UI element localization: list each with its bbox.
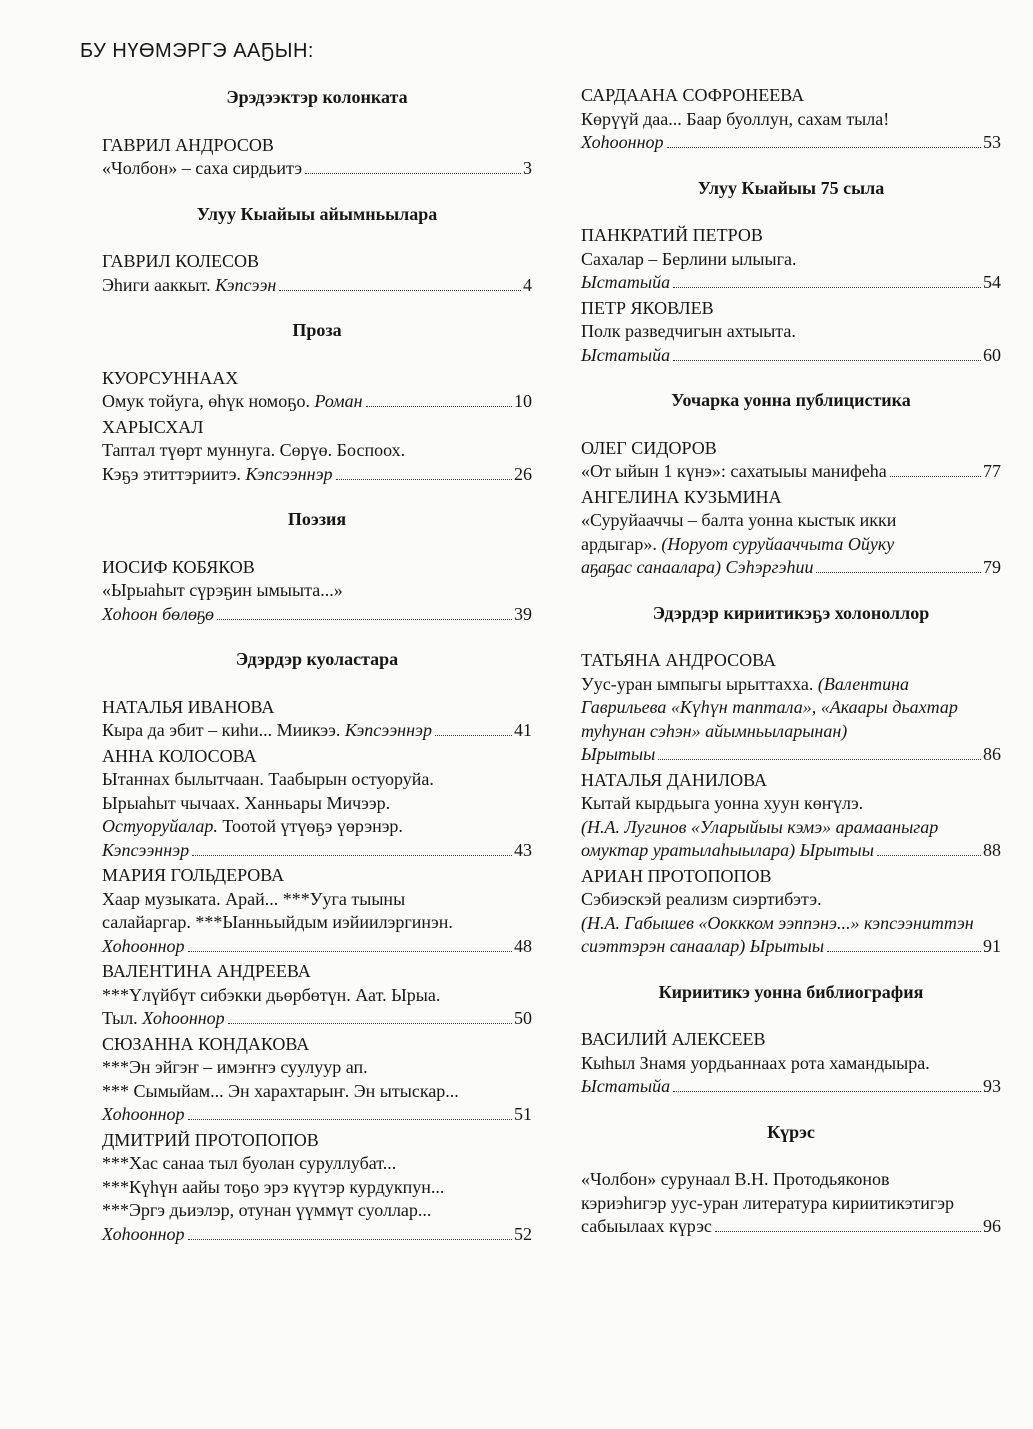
entry-title: Хаар музыката. Арай... ***Ууга тыыны bbox=[102, 888, 406, 909]
entry-author: ДМИТРИЙ ПРОТОПОПОВ bbox=[102, 1129, 319, 1150]
entry-line bbox=[102, 1199, 532, 1223]
entry-line bbox=[102, 1223, 532, 1247]
entry-title-text bbox=[581, 889, 822, 909]
entry-line bbox=[581, 673, 1001, 697]
entry-title: Ырыаһыт чычаах. Ханньары Мичээр. bbox=[102, 792, 391, 813]
dot-leader bbox=[188, 1239, 513, 1240]
entry-author: ГАВРИЛ КОЛЕСОВ bbox=[102, 251, 260, 271]
entry-genre: Ыстатыйа bbox=[581, 1076, 671, 1096]
page-number: 4 bbox=[523, 274, 532, 295]
entry-title-text bbox=[581, 271, 670, 295]
entry-author: АНГЕЛИНА КУЗЬМИНА bbox=[581, 486, 782, 507]
entry-line bbox=[102, 792, 532, 816]
page-number: 54 bbox=[983, 272, 1001, 292]
entry-title-text bbox=[581, 793, 863, 813]
entry-genre: аҕаҕас санаалара) Сэһэргэһии bbox=[581, 557, 814, 577]
entry-author: ПЕТР ЯКОВЛЕВ bbox=[581, 297, 714, 318]
entry-title-text bbox=[581, 721, 847, 741]
entry-title-text bbox=[102, 793, 390, 813]
entry-title-text bbox=[102, 816, 403, 836]
entry-line bbox=[581, 743, 1001, 767]
entry-line bbox=[581, 344, 1001, 368]
entry-line bbox=[102, 768, 532, 792]
toc-entry bbox=[102, 1033, 532, 1127]
toc-entry bbox=[102, 696, 532, 743]
toc-entry bbox=[581, 1168, 1001, 1239]
entry-title: Полк разведчигын ахтыыта. bbox=[581, 321, 796, 341]
entry-author: ВАЛЕНТИНА АНДРЕЕВА bbox=[102, 961, 311, 981]
entry-line bbox=[581, 720, 1001, 744]
entry-genre: Хоһооннор bbox=[102, 1223, 185, 1244]
entry-title-text bbox=[102, 1177, 444, 1197]
entry-title-text bbox=[102, 769, 434, 789]
entry-title: Уус-уран ымпыгы ырыттахха. bbox=[581, 673, 818, 694]
entry-title: ***Күһүн аайы тоҕо эрэ күүтэр курдукпун... bbox=[102, 1176, 445, 1197]
entry-title-text bbox=[581, 674, 909, 694]
entry-title-text bbox=[581, 1193, 954, 1213]
entry-line bbox=[581, 509, 1001, 533]
entry-line bbox=[102, 984, 532, 1008]
entry-title-text bbox=[102, 1200, 431, 1220]
dot-leader bbox=[188, 1119, 513, 1120]
entry-line bbox=[102, 839, 532, 863]
entry-title: Көрүүй даа... Баар буоллун, сахам тыла! bbox=[581, 108, 890, 129]
entry-title: ***Эргэ дьиэлэр, отунан үүммүт суоллар... bbox=[102, 1200, 432, 1220]
entry-title: ***Хас санаа тыл буолан суруллубат... bbox=[102, 1153, 397, 1173]
entry-title-text bbox=[581, 109, 889, 129]
entry-author: СЮЗАННА КОНДАКОВА bbox=[102, 1033, 310, 1054]
page-number: 50 bbox=[514, 1008, 532, 1028]
entry-title-text bbox=[102, 1081, 459, 1101]
toc-entry bbox=[581, 649, 1001, 767]
entry-title: Кыһыл Знамя уордьаннаах рота хамандыыра. bbox=[581, 1052, 930, 1073]
dot-leader bbox=[890, 476, 981, 477]
entry-line bbox=[581, 1075, 1001, 1099]
entry-title-text bbox=[581, 1075, 670, 1099]
dot-leader bbox=[877, 855, 981, 856]
entry-title: Сэбиэскэй реализм сиэртибэтэ. bbox=[581, 889, 822, 909]
entry-title-text bbox=[581, 321, 796, 341]
entry-line bbox=[102, 1103, 532, 1127]
section-heading: Эдэрдэр кириитикэҕэ холоноллор bbox=[652, 602, 930, 623]
entry-title: «Ырыаһыт сүрэҕин ымыыта...» bbox=[102, 580, 343, 600]
page-header: БУ НҮӨМЭРГЭ ААҔЫН: bbox=[80, 40, 314, 62]
toc-entry bbox=[102, 250, 532, 297]
entry-title: ***Эн эйгэҥ – имэҥҥэ суулуур ап. bbox=[102, 1057, 368, 1077]
entry-title-text bbox=[581, 1215, 712, 1239]
entry-author: АННА КОЛОСОВА bbox=[102, 745, 257, 766]
entry-title-text bbox=[581, 344, 670, 368]
entry-genre: Ыстатыйа bbox=[581, 344, 671, 365]
entry-line bbox=[102, 1176, 532, 1200]
entry-line bbox=[581, 1192, 1001, 1216]
entry-title: Кэҕэ этиттэриитэ. bbox=[102, 463, 246, 484]
entry-title-text bbox=[581, 1169, 890, 1189]
entry-author: ИОСИФ КОБЯКОВ bbox=[102, 556, 255, 577]
entry-title: ардыгар». bbox=[581, 533, 662, 554]
entry-title-text bbox=[102, 1103, 185, 1127]
entry-genre: (Норуот суруйааччыта Ойуку bbox=[661, 533, 895, 554]
entry-title: Кыра да эбит – киһи... Миикээ. bbox=[102, 720, 345, 740]
dot-leader bbox=[658, 759, 981, 760]
entry-line bbox=[581, 839, 1001, 863]
entry-title: Эһиги ааккыт. bbox=[102, 274, 216, 295]
page-number: 77 bbox=[983, 461, 1001, 481]
dot-leader bbox=[667, 147, 982, 148]
dot-leader bbox=[279, 290, 521, 291]
entry-author: ХАРЫСХАЛ bbox=[102, 416, 204, 437]
section-heading: Эдэрдэр куоластара bbox=[235, 649, 399, 669]
entry-line bbox=[102, 579, 532, 603]
dot-leader bbox=[435, 735, 512, 736]
dot-leader bbox=[192, 855, 512, 856]
page-number: 26 bbox=[514, 463, 532, 484]
toc-entry bbox=[581, 224, 1001, 295]
entry-title: Кытай кырдьыга уонна хуун көҥүлэ. bbox=[581, 793, 864, 813]
entry-title: Ытаннах былытчаан. Таабырын остуоруйа. bbox=[102, 769, 434, 789]
dot-leader bbox=[673, 287, 981, 288]
entry-genre: туһунан сэһэн» айымньыларынан) bbox=[581, 720, 848, 741]
entry-line bbox=[102, 1080, 532, 1104]
entry-author: КУОРСУННААХ bbox=[102, 367, 239, 388]
page-number: 39 bbox=[514, 603, 532, 624]
section-heading: Улуу Кыайыы 75 сыла bbox=[697, 177, 885, 198]
entry-line bbox=[102, 439, 532, 463]
entry-genre: Кэпсээннэр bbox=[344, 720, 432, 740]
entry-title: салайаргар. ***Ыанньыйдым иэйиилэргинэн. bbox=[102, 912, 453, 932]
entry-genre: (Н.А. Габышев «Ооккком ээппэнэ...» кэпсээниттэн bbox=[581, 912, 974, 933]
entry-line bbox=[581, 460, 1001, 484]
entry-title-text bbox=[581, 913, 974, 933]
entry-title-text bbox=[102, 463, 333, 487]
entry-line bbox=[581, 1215, 1001, 1239]
toc-left-column bbox=[102, 84, 532, 1268]
page-number: 41 bbox=[514, 720, 532, 740]
section-heading: Уочарка уонна публицистика bbox=[671, 390, 911, 410]
entry-line bbox=[581, 816, 1001, 840]
page-number: 51 bbox=[514, 1104, 532, 1124]
toc-entry bbox=[581, 865, 1001, 959]
toc-right-column bbox=[581, 84, 1001, 1261]
entry-author: НАТАЛЬЯ ИВАНОВА bbox=[102, 696, 275, 717]
entry-author: ТАТЬЯНА АНДРОСОВА bbox=[581, 650, 776, 670]
entry-genre: сиэттэрэн санаалар) Ырытыы bbox=[581, 936, 825, 956]
entry-title-text bbox=[581, 935, 824, 959]
entry-line bbox=[102, 911, 532, 935]
entry-title: Сахалар – Берлини ылыыга. bbox=[581, 248, 797, 269]
entry-author: ПАНКРАТИЙ ПЕТРОВ bbox=[581, 225, 763, 245]
entry-genre: омуктар уратылаһыылара) Ырытыы bbox=[581, 840, 874, 860]
page-number: 96 bbox=[983, 1216, 1001, 1236]
dot-leader bbox=[827, 951, 981, 952]
entry-title-text bbox=[102, 912, 453, 932]
dot-leader bbox=[305, 173, 521, 174]
entry-genre: Хоһооннор bbox=[102, 1104, 185, 1124]
entry-genre: Ырытыы bbox=[581, 744, 656, 764]
toc-entry bbox=[102, 416, 532, 487]
page-number: 60 bbox=[983, 344, 1001, 365]
toc-entry bbox=[102, 556, 532, 627]
section-heading: Улуу Кыайыы айымньылара bbox=[196, 203, 438, 224]
entry-author: ОЛЕГ СИДОРОВ bbox=[581, 437, 717, 458]
entry-line bbox=[581, 888, 1001, 912]
entry-genre: Остуоруйалар. bbox=[102, 816, 223, 836]
entry-title-text bbox=[581, 510, 896, 530]
entry-title-text bbox=[581, 839, 874, 863]
entry-title-text bbox=[102, 889, 405, 909]
page-number: 52 bbox=[514, 1223, 532, 1244]
entry-genre: Роман bbox=[314, 391, 363, 411]
entry-genre: Хоһооннор bbox=[581, 132, 664, 152]
entry-title-text bbox=[581, 249, 796, 269]
entry-title-text bbox=[102, 274, 276, 298]
entry-title-text bbox=[102, 719, 432, 743]
entry-title-text bbox=[102, 839, 189, 863]
toc-entry bbox=[581, 769, 1001, 863]
entry-title-text bbox=[102, 157, 302, 181]
entry-title-text bbox=[102, 935, 185, 959]
entry-title: кэриэһигэр уус-уран литература кириитикэтигэр bbox=[581, 1192, 955, 1213]
entry-line bbox=[581, 912, 1001, 936]
entry-line bbox=[102, 935, 532, 959]
entry-title: «Чолбон» – саха сирдьитэ bbox=[102, 158, 303, 178]
entry-line bbox=[581, 792, 1001, 816]
entry-title-text bbox=[102, 1223, 185, 1247]
entry-line bbox=[102, 1152, 532, 1176]
page-number: 88 bbox=[983, 840, 1001, 860]
entry-author: САРДААНА СОФРОНЕЕВА bbox=[581, 85, 805, 105]
entry-genre: Ыстатыйа bbox=[581, 272, 671, 292]
entry-line bbox=[102, 815, 532, 839]
entry-title-text bbox=[581, 460, 887, 484]
page-number: 10 bbox=[514, 391, 532, 411]
entry-line bbox=[581, 248, 1001, 272]
entry-title: «Чолбон» сурунаал В.Н. Протодьяконов bbox=[581, 1169, 890, 1189]
entry-genre: Гаврильева «Күһүн таптала», «Акаары дьахтар bbox=[581, 697, 958, 717]
toc-entry bbox=[102, 1129, 532, 1247]
entry-title-text bbox=[581, 817, 938, 837]
dot-leader bbox=[715, 1231, 981, 1232]
entry-line bbox=[102, 1007, 532, 1031]
dot-leader bbox=[188, 951, 513, 952]
entry-title-text bbox=[102, 580, 343, 600]
entry-author: МАРИЯ ГОЛЬДЕРОВА bbox=[102, 865, 285, 885]
toc-entry bbox=[581, 84, 1001, 155]
dot-leader bbox=[366, 406, 512, 407]
page-number: 91 bbox=[983, 936, 1001, 956]
entry-line bbox=[102, 157, 532, 181]
dot-leader bbox=[673, 1091, 981, 1092]
entry-title-text bbox=[102, 603, 214, 627]
entry-title: Тоотой үтүөҕэ үөрэнэр. bbox=[222, 816, 403, 836]
entry-line bbox=[102, 719, 532, 743]
entry-line bbox=[581, 1168, 1001, 1192]
entry-title-text bbox=[102, 1007, 225, 1031]
entry-title-text bbox=[581, 1053, 930, 1073]
entry-genre: Хоһооннор bbox=[102, 935, 185, 956]
entry-genre: (Валентина bbox=[817, 673, 910, 694]
entry-title: Омук тойуга, өһүк номоҕо. bbox=[102, 391, 315, 411]
entry-genre: Хоһоон бөлөҕө bbox=[102, 603, 214, 624]
page-number: 86 bbox=[983, 744, 1001, 764]
page-number: 3 bbox=[523, 158, 532, 178]
entry-genre: Кэпсээн bbox=[215, 274, 277, 295]
entry-line bbox=[102, 390, 532, 414]
entry-genre: Кэпсээннэр bbox=[245, 463, 333, 484]
toc-entry bbox=[581, 297, 1001, 368]
entry-line bbox=[102, 1056, 532, 1080]
entry-title-text bbox=[581, 534, 894, 554]
entry-genre: Хоһооннор bbox=[142, 1008, 225, 1028]
entry-line bbox=[581, 1052, 1001, 1076]
dot-leader bbox=[673, 360, 981, 361]
entry-line bbox=[581, 108, 1001, 132]
page-number: 43 bbox=[514, 839, 532, 860]
entry-author: АРИАН ПРОТОПОПОВ bbox=[581, 865, 772, 886]
toc-entry bbox=[581, 1028, 1001, 1099]
entry-title: Тыл. bbox=[102, 1008, 143, 1028]
entry-line bbox=[581, 556, 1001, 580]
toc-entry bbox=[102, 134, 532, 181]
dot-leader bbox=[217, 619, 512, 620]
entry-title-text bbox=[102, 1153, 396, 1173]
toc-entry bbox=[581, 437, 1001, 484]
page-number: 48 bbox=[514, 935, 532, 956]
page-number: 53 bbox=[983, 132, 1001, 152]
entry-title: *** Сымыйам... Эн харахтарыҥ. Эн ытыскар... bbox=[102, 1080, 459, 1101]
entry-author: НАТАЛЬЯ ДАНИЛОВА bbox=[581, 769, 767, 790]
entry-line bbox=[581, 271, 1001, 295]
entry-line bbox=[102, 274, 532, 298]
entry-title-text bbox=[581, 697, 958, 717]
section-heading: Проза bbox=[292, 320, 342, 340]
section-heading: Поэзия bbox=[287, 509, 347, 529]
entry-author: ВАСИЛИЙ АЛЕКСЕЕВ bbox=[581, 1029, 766, 1049]
entry-title: «Суруйааччы – балта уонна кыстык икки bbox=[581, 510, 897, 530]
entry-line bbox=[581, 696, 1001, 720]
entry-title-text bbox=[102, 1057, 368, 1077]
dot-leader bbox=[816, 572, 981, 573]
toc-entry bbox=[102, 745, 532, 863]
entry-line bbox=[102, 603, 532, 627]
entry-line bbox=[581, 131, 1001, 155]
toc-entry bbox=[102, 367, 532, 414]
entry-title: «От ыйын 1 күнэ»: сахатыыы манифеһа bbox=[581, 461, 887, 481]
entry-title-text bbox=[581, 131, 664, 155]
entry-line bbox=[102, 463, 532, 487]
entry-author: ГАВРИЛ АНДРОСОВ bbox=[102, 134, 274, 155]
entry-title-text bbox=[581, 556, 813, 580]
toc-entry bbox=[581, 486, 1001, 580]
entry-line bbox=[102, 888, 532, 912]
section-heading: Кириитикэ уонна библиография bbox=[658, 981, 924, 1002]
toc-entry bbox=[102, 960, 532, 1031]
entry-genre: (Н.А. Лугинов «Уларыйыы кэмэ» арамааныгар bbox=[581, 816, 939, 837]
entry-title: Таптал түөрт муннуга. Сөрүө. Боспоох. bbox=[102, 440, 406, 460]
entry-title: сабыылаах күрэс bbox=[581, 1216, 712, 1236]
entry-title-text bbox=[102, 985, 440, 1005]
entry-title: ***Үлүйбүт сибэкки дьөрбөтүн. Аат. Ырыа. bbox=[102, 984, 441, 1005]
section-heading: Эрэдээктэр колонката bbox=[226, 87, 408, 107]
entry-title-text bbox=[102, 390, 363, 414]
dot-leader bbox=[228, 1023, 512, 1024]
entry-line bbox=[581, 320, 1001, 344]
entry-line bbox=[581, 935, 1001, 959]
entry-title-text bbox=[581, 743, 655, 767]
dot-leader bbox=[336, 479, 512, 480]
toc-entry bbox=[102, 864, 532, 958]
page-number: 79 bbox=[983, 557, 1001, 577]
page-number: 93 bbox=[983, 1076, 1001, 1096]
section-heading: Күрэс bbox=[767, 1121, 815, 1142]
entry-title-text bbox=[102, 440, 405, 460]
entry-line bbox=[581, 533, 1001, 557]
entry-genre: Кэпсээннэр bbox=[102, 839, 190, 860]
